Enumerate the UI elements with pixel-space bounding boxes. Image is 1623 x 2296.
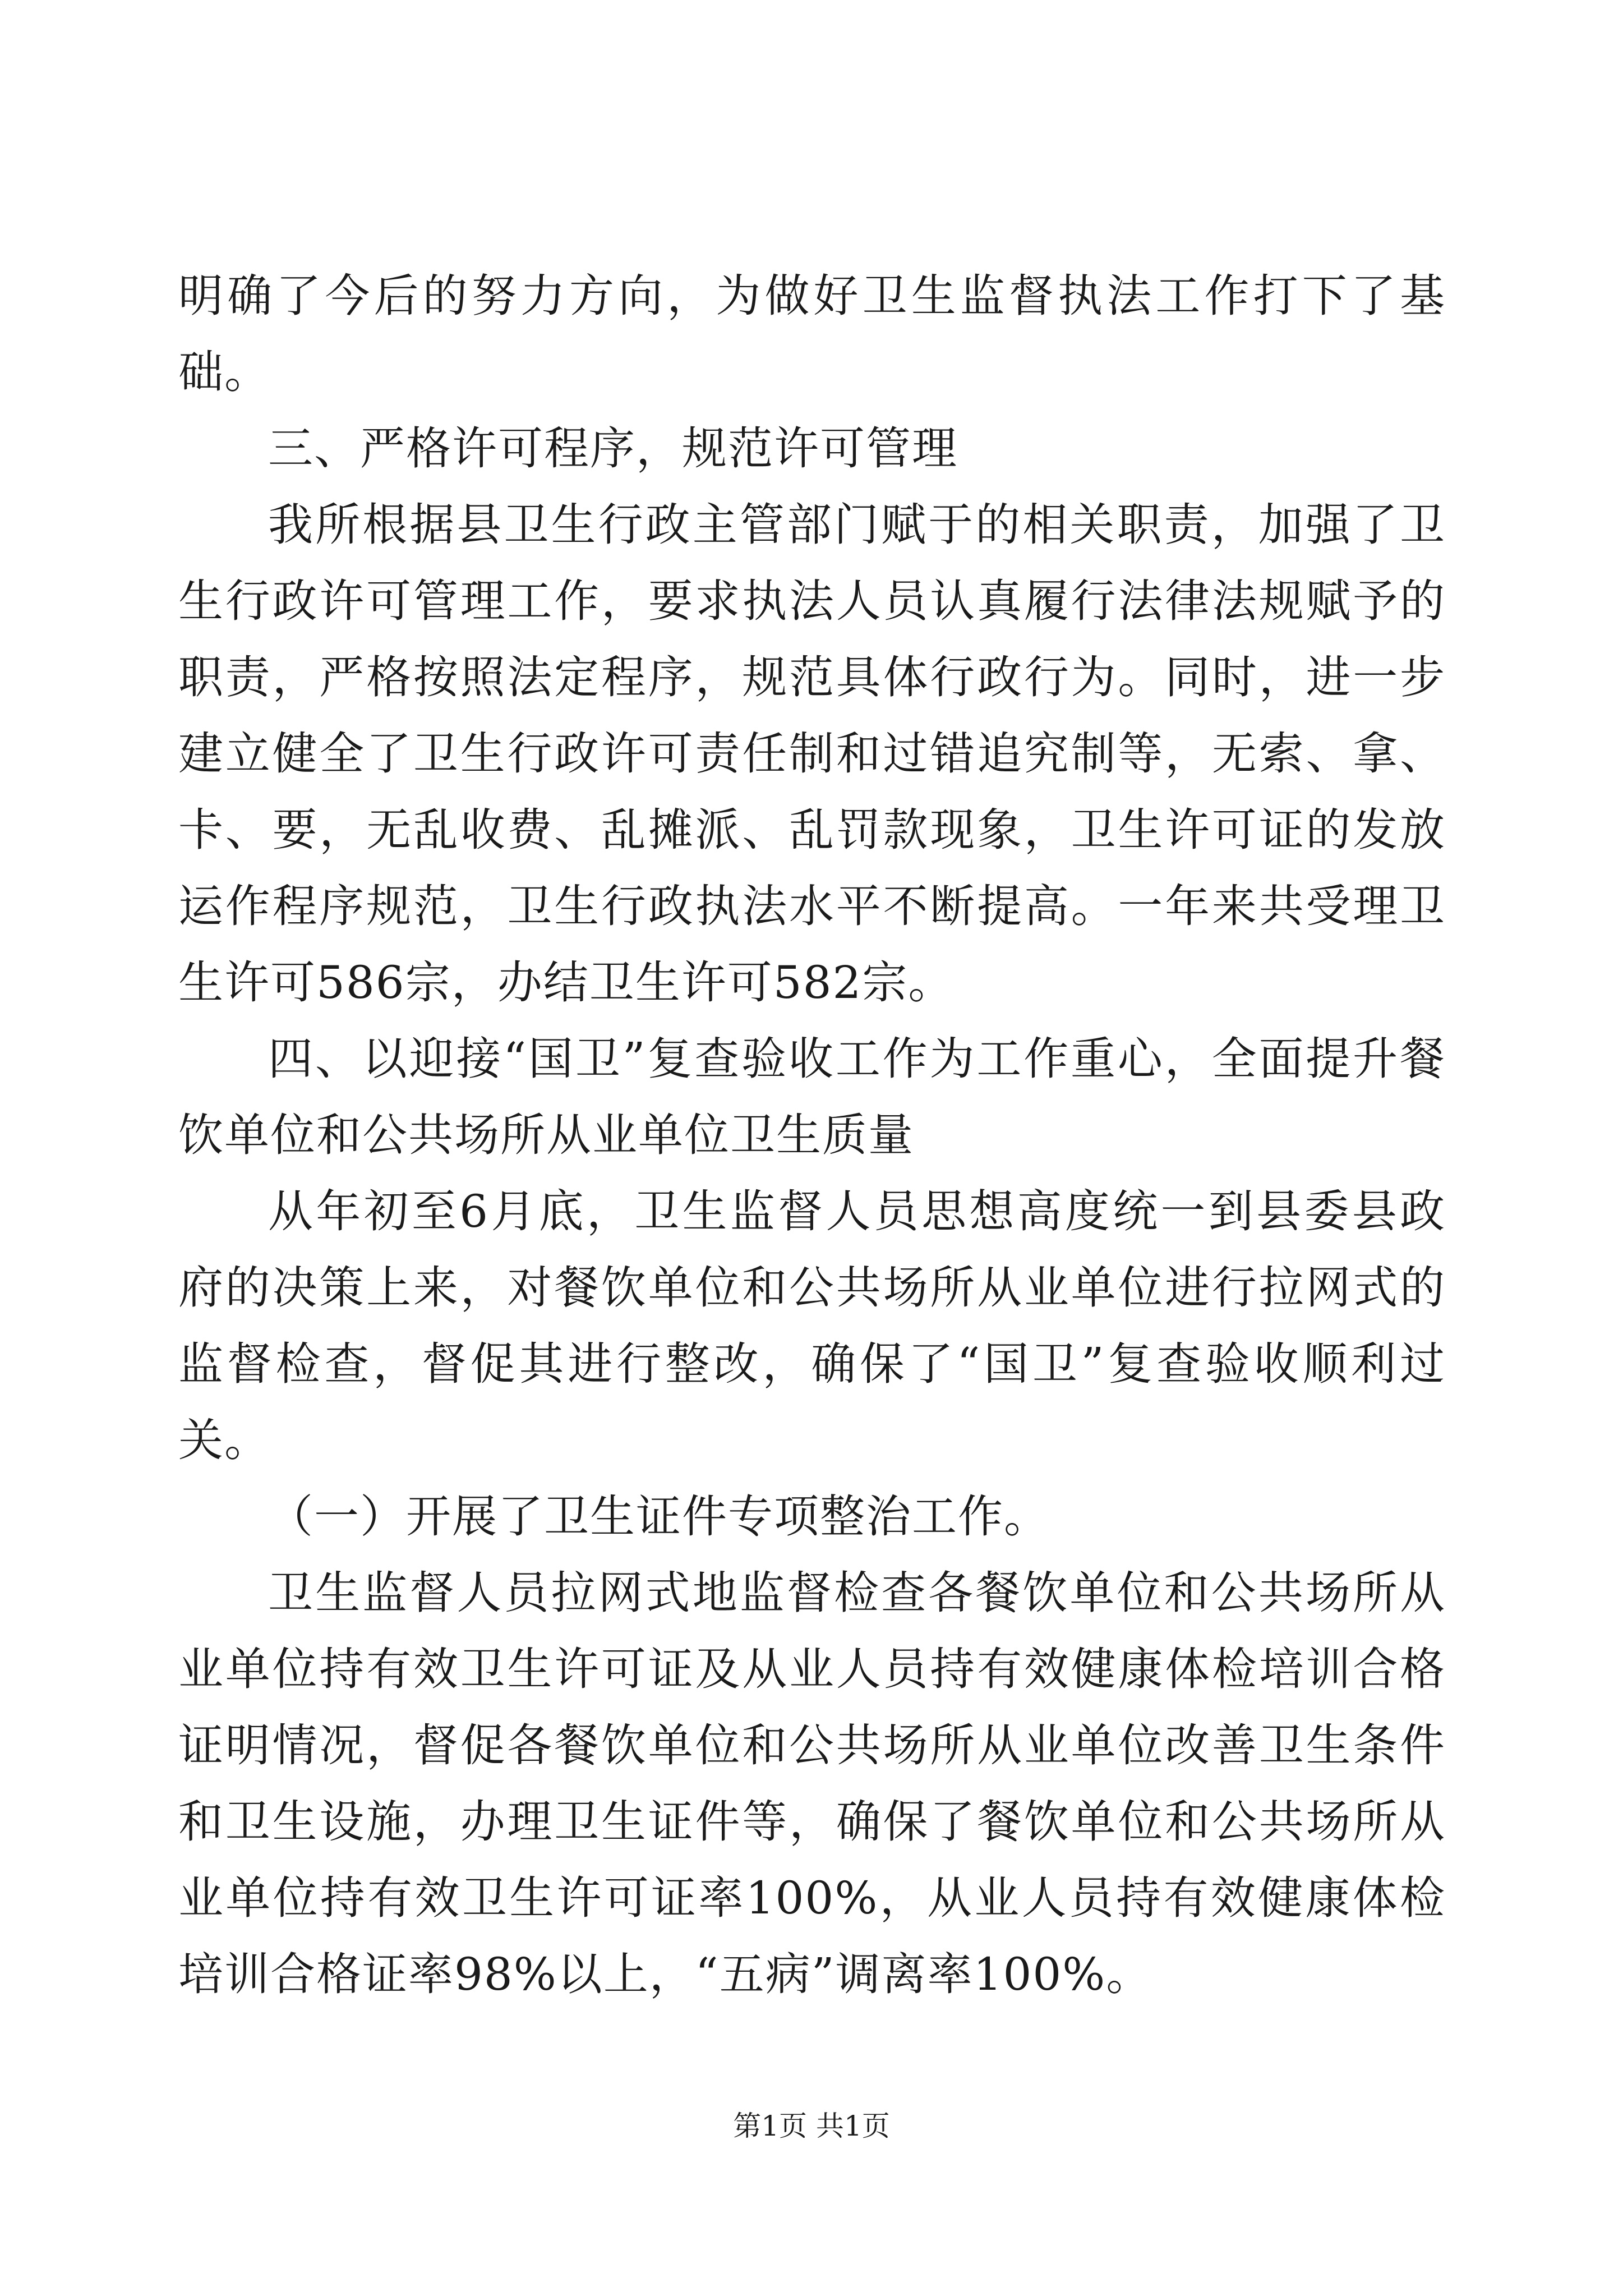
paragraph-licensing: 我所根据县卫生行政主管部门赋于的相关职责，加强了卫生行政许可管理工作，要求执法人员认真履行法律法规赋予的职责，严格按照法定程序，规范具体行政行为。同时，进一步建立健全了卫生行政许可责任制和过错追究制等，无索、拿、卡、要，无乱收费、乱摊派、乱罚款现象，卫生许可证的发放运作程序规范，卫生行政执法水平不断提高。一年来共受理卫生许可586宗，办结卫生许可582宗。 [178, 499, 1446, 1009]
section-heading-4: 四、以迎接“国卫”复查验收工作为工作重心，全面提升餐饮单位和公共场所从业单位卫生质量 [178, 1033, 1446, 1161]
page-footer: 第1页 共1页 [733, 2110, 890, 2142]
section-heading-3: 三、严格许可程序，规范许可管理 [268, 422, 958, 475]
paragraph-inspection: 从年初至6月底，卫生监督人员思想高度统一到县委县政府的决策上来，对餐饮单位和公共场所从业单位进行拉网式的监督检查，督促其进行整改，确保了“国卫”复查验收顺利过关。 [178, 1185, 1446, 1466]
subsection-heading-1: （一）开展了卫生证件专项整治工作。 [268, 1490, 1050, 1543]
document-body [178, 258, 1446, 2013]
paragraph-certificates: 卫生监督人员拉网式地监督检查各餐饮单位和公共场所从业单位持有效卫生许可证及从业人员持有效健康体检培训合格证明情况，督促各餐饮单位和公共场所从业单位改善卫生条件和卫生设施，办理卫生证件等，确保了餐饮单位和公共场所从业单位持有效卫生许可证率100%，从业人员持有效健康体检培训合格证率98%以上，“五病”调离率100%。 [178, 1567, 1446, 2000]
paragraph-continuation: 明确了今后的努力方向，为做好卫生监督执法工作打下了基础。 [178, 270, 1446, 398]
